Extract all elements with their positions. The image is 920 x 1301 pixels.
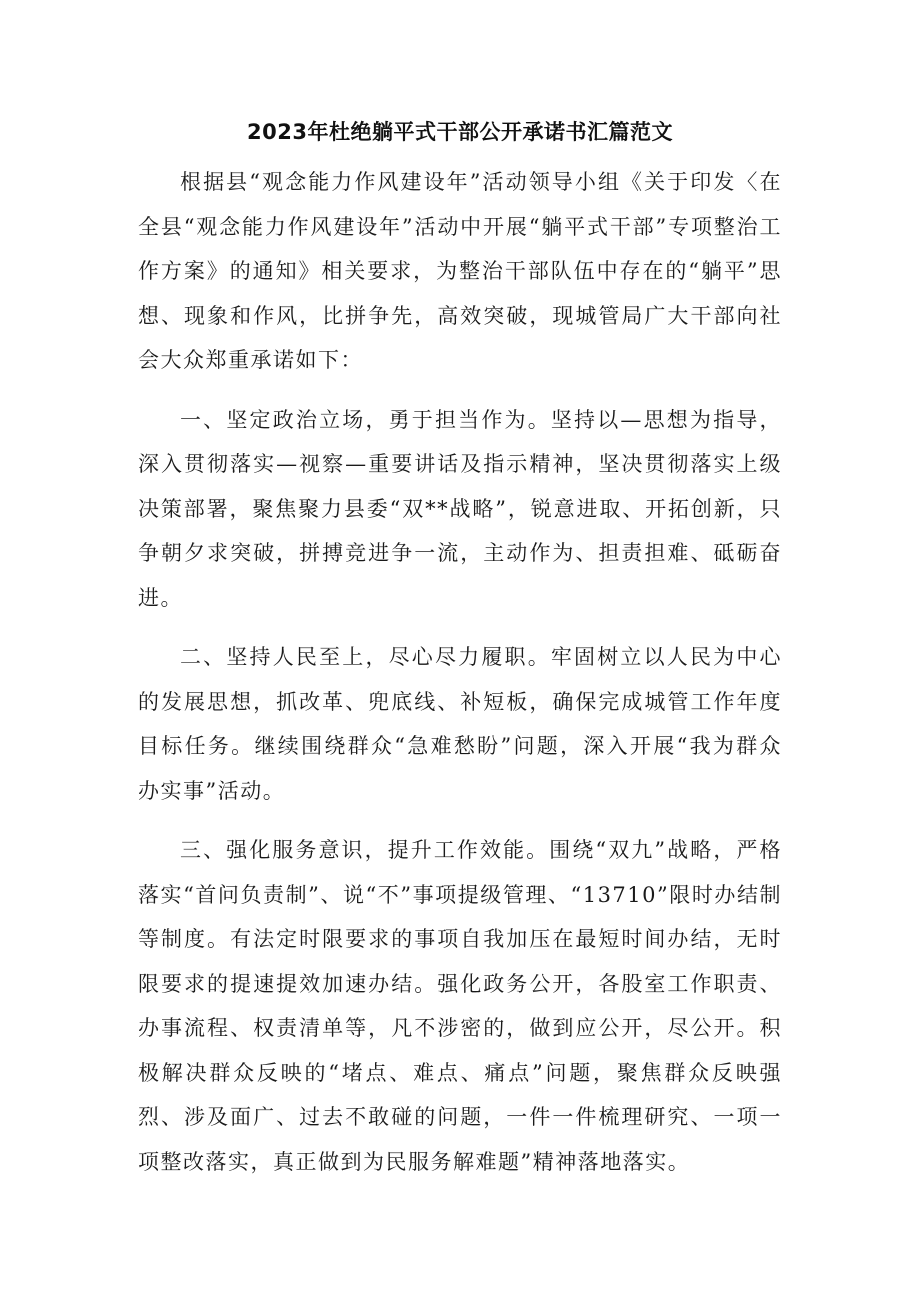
document-body bbox=[138, 160, 782, 1199]
commitment-paragraph-3: 三、强化服务意识，提升工作效能。围绕“双九”战略，严格落实“首问负责制”、说“不”事项提级管理、“13710”限时办结制等制度。有法定时限要求的事项自我加压在最短时间办结，无时限要求的提速提效加速办结。强化政务公开，各股室工作职责、办事流程、权责清单等，凡不涉密的，做到应公开，尽公开。积极解决群众反映的“堵点、难点、痛点”问题，聚焦群众反映强烈、涉及面广、过去不敢碰的问题，一件一件梳理研究、一项一项整改落实，真正做到为民服务解难题”精神落地落实。 bbox=[138, 838, 782, 1174]
document-title: 2023年杜绝躺平式干部公开承诺书汇篇范文 bbox=[247, 120, 673, 144]
intro-paragraph: 根据县“观念能力作风建设年”活动领导小组《关于印发〈在全县“观念能力作风建设年”活动中开展“躺平式干部”专项整治工作方案》的通知》相关要求，为整治干部队伍中存在的“躺平”思想、现象和作风，比拼争先，高效突破，现城管局广大干部向社会大众郑重承诺如下： bbox=[138, 170, 782, 372]
commitment-paragraph-1: 一、坚定政治立场，勇于担当作为。坚持以—思想为指导，深入贯彻落实—视察—重要讲话及指示精神，坚决贯彻落实上级决策部署，聚焦聚力县委“双**战略”，锐意进取、开拓创新，只争朝夕求突破，拼搏竞进争一流，主动作为、担责担难、砥砺奋进。 bbox=[138, 407, 782, 610]
commitment-paragraph-2: 二、坚持人民至上，尽心尽力履职。牢固树立以人民为中心的发展思想，抓改革、兜底线、补短板，确保完成城管工作年度目标任务。继续围绕群众“急难愁盼”问题，深入开展“我为群众办实事”活动。 bbox=[138, 645, 782, 803]
